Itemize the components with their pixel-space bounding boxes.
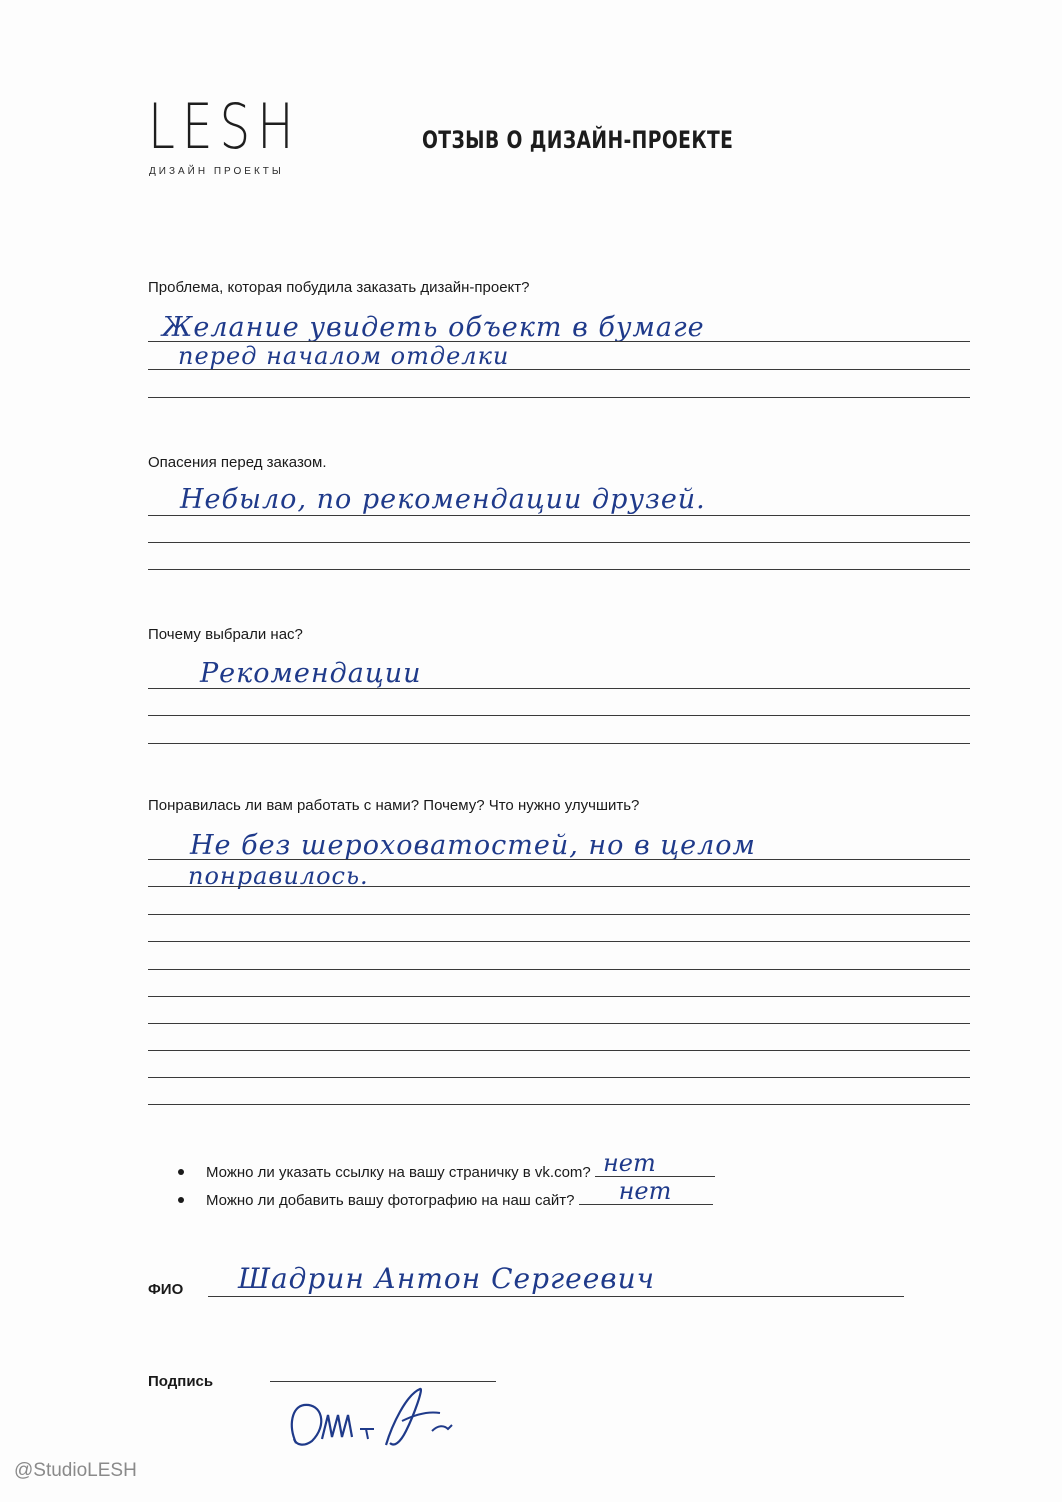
answer-rule — [148, 941, 970, 942]
question-4-label: Понравилась ли вам работать с нами? Почему? Что нужно улучшить? — [148, 797, 640, 814]
answer-rule — [148, 743, 970, 744]
consent-vk-answer-field — [595, 1149, 715, 1177]
signature-scribble-icon — [282, 1385, 482, 1455]
signature-label: Подпись — [148, 1373, 214, 1390]
answer-rule — [148, 859, 970, 860]
answer-rule — [148, 542, 970, 543]
question-1-answer-line-2: перед началом отделки — [178, 342, 510, 370]
logo-wordmark: LESH — [148, 90, 301, 163]
answer-rule — [148, 1050, 970, 1051]
answer-rule — [148, 397, 970, 398]
answer-rule — [148, 1077, 970, 1078]
logo-tagline: ДИЗАЙН ПРОЕКТЫ — [149, 166, 284, 177]
answer-rule — [148, 515, 970, 516]
fio-value: Шадрин Антон Сергеевич — [238, 1262, 656, 1295]
answer-rule — [148, 886, 970, 887]
question-4-answer-line-2: понравилось. — [188, 862, 369, 890]
answer-rule — [148, 341, 970, 342]
consent-photo-answer: нет — [618, 1177, 672, 1205]
answer-rule — [148, 369, 970, 370]
watermark: @StudioLESH — [14, 1460, 137, 1481]
consent-vk-answer: нет — [602, 1149, 656, 1177]
fio-rule — [208, 1296, 904, 1297]
question-2-answer-line-1: Небыло, по рекомендации друзей. — [180, 484, 706, 515]
consent-photo-row — [178, 1177, 713, 1209]
answer-rule — [148, 715, 970, 716]
bullet-icon — [178, 1169, 184, 1175]
answer-rule — [148, 569, 970, 570]
fio-label: ФИО — [148, 1281, 184, 1298]
signature-rule — [270, 1381, 496, 1382]
bullet-icon — [178, 1197, 184, 1203]
question-4-answer-line-1: Не без шероховатостей, но в целом — [190, 830, 756, 861]
question-3-answer-line-1: Рекомендации — [200, 658, 422, 689]
consent-photo-answer-field — [579, 1177, 713, 1205]
answer-rule — [148, 688, 970, 689]
answer-rule — [148, 996, 970, 997]
document-title: ОТЗЫВ О ДИЗАЙН-ПРОЕКТЕ — [422, 126, 734, 154]
question-1-label: Проблема, которая побудила заказать дизайн-проект? — [148, 279, 530, 296]
brand-logo — [148, 90, 344, 177]
answer-rule — [148, 914, 970, 915]
answer-rule — [148, 969, 970, 970]
consent-vk-label: Можно ли указать ссылку на вашу страничку в vk.com? — [206, 1164, 591, 1181]
question-1-answer-line-1: Желание увидеть объект в бумаге — [162, 312, 705, 343]
answer-rule — [148, 1104, 970, 1105]
question-2-label: Опасения перед заказом. — [148, 454, 327, 471]
question-3-label: Почему выбрали нас? — [148, 626, 303, 643]
handwritten-signature — [282, 1385, 482, 1460]
answer-rule — [148, 1023, 970, 1024]
consent-photo-label: Можно ли добавить вашу фотографию на наш сайт? — [206, 1192, 575, 1209]
